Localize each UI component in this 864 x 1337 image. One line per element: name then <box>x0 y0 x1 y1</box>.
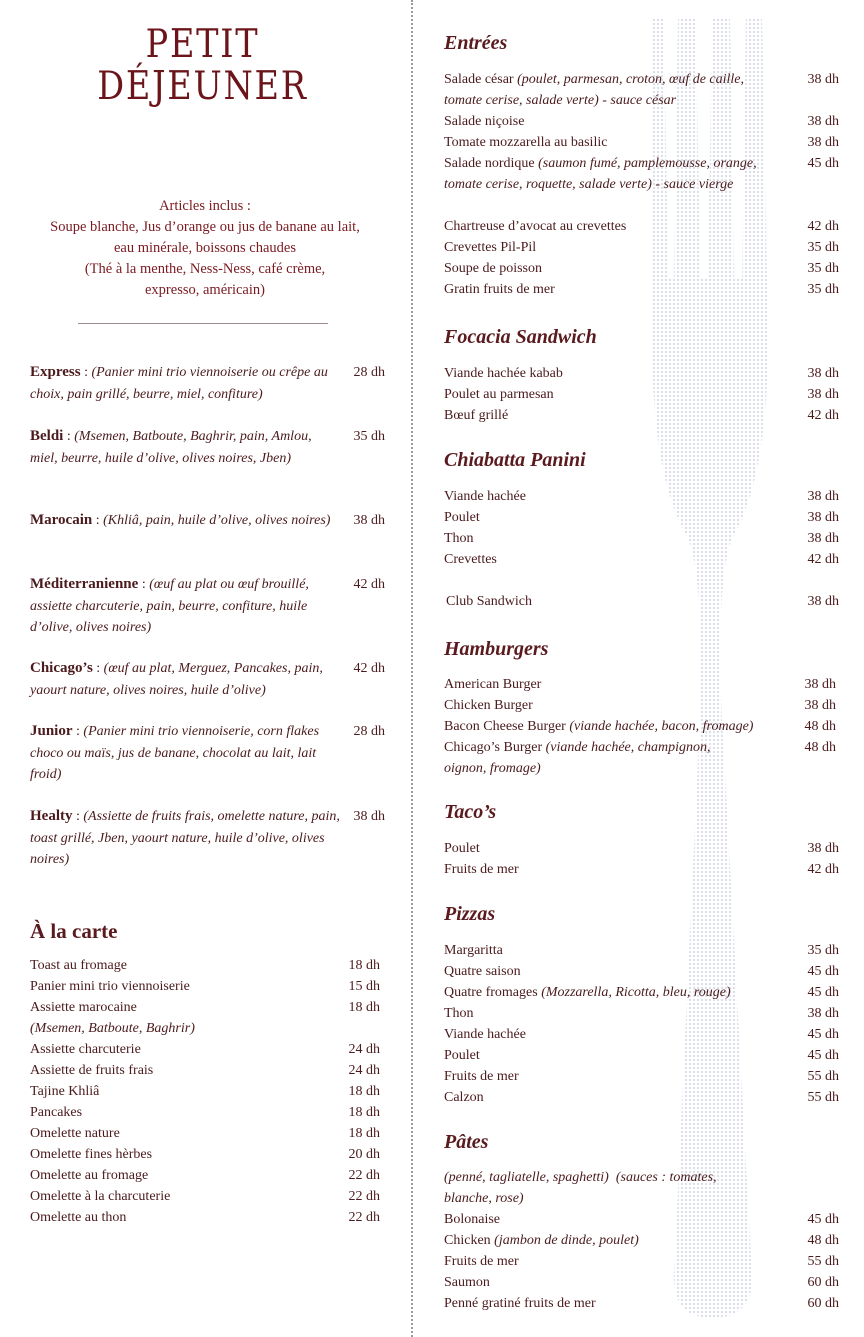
item-price: 45 dh <box>807 1212 839 1227</box>
menu-item <box>444 69 839 111</box>
menu-item <box>30 1081 380 1102</box>
section-title-chiabatta: Chiabatta Panini <box>444 449 586 471</box>
menu-item <box>444 507 839 528</box>
menu-item <box>444 982 839 1003</box>
item-price: 48 dh <box>804 719 836 734</box>
item-name: Fruits de mer <box>444 1254 519 1269</box>
page-title <box>89 24 317 108</box>
item-price: 38 dh <box>807 841 839 856</box>
item-name: Assiette marocaine <box>30 1000 137 1015</box>
item-desc: (viande hachée, bacon, fromage) <box>569 719 754 734</box>
menu-item <box>30 955 380 976</box>
menu-item <box>444 859 839 880</box>
menu-item <box>444 674 836 695</box>
item-price: 22 dh <box>348 1168 380 1183</box>
item-price: 38 dh <box>807 1006 839 1021</box>
item-price: 38 dh <box>807 594 839 609</box>
item-price: 48 dh <box>804 740 836 755</box>
item-name: Panier mini trio viennoiserie <box>30 979 190 994</box>
item-name: Bœuf grillé <box>444 408 509 423</box>
item-price: 38 dh <box>807 72 839 87</box>
menu-item <box>444 1066 839 1087</box>
menu-item <box>444 1003 839 1024</box>
item-price: 22 dh <box>348 1210 380 1225</box>
item-name: Quatre fromages <box>444 985 538 1000</box>
fork-icon <box>612 18 812 1318</box>
menu-item <box>444 1209 839 1230</box>
menu-item <box>444 528 839 549</box>
breakfast-desc: (Khliâ, pain, huile d’olive, olives noires) <box>103 513 331 528</box>
breakfast-beldi: Beldi : (Msemen, Batboute, Baghrir, pain, Amlou, miel, beurre, huile d’olive, olives noires, Jben) 35 dh <box>30 426 385 469</box>
item-desc: (poulet, parmesan, croton, œuf de caille, tomate cerise, salade verte) - sauce césar <box>444 72 745 108</box>
item-name: Omelette à la charcuterie <box>30 1189 171 1204</box>
breakfast-price: 35 dh <box>353 429 385 444</box>
breakfast-desc: (œuf au plat ou œuf brouillé, assiette charcuterie, pain, beurre, confiture, huile d’olive, olives noires) <box>30 577 309 635</box>
item-desc: (penné, tagliatelle, spaghetti) (sauces : tomates, blanche, rose) <box>444 1170 721 1206</box>
item-name: Fruits de mer <box>444 862 519 877</box>
item-price: 55 dh <box>807 1090 839 1105</box>
menu-item <box>444 940 839 961</box>
included-items <box>30 196 380 301</box>
breakfast-desc: (Panier mini trio viennoiserie, corn flakes choco ou maïs, jus de banane, chocolat au lait, lait froid) <box>30 724 320 782</box>
menu-item <box>444 591 839 612</box>
item-name: Poulet au parmesan <box>444 387 554 402</box>
menu-item <box>444 1045 839 1066</box>
item-name: Chicken Burger <box>444 698 533 713</box>
item-name: Calzon <box>444 1090 484 1105</box>
item-price: 48 dh <box>807 1233 839 1248</box>
breakfast-junior: Junior : (Panier mini trio viennoiserie, corn flakes choco ou maïs, jus de banane, chocolat au lait, lait froid) 28 dh <box>30 721 385 786</box>
menu-item <box>444 237 839 258</box>
menu-item <box>444 1024 839 1045</box>
item-price: 38 dh <box>804 677 836 692</box>
breakfast-chicagos: Chicago’s : (œuf au plat, Merguez, Pancakes, pain, yaourt nature, olives noires, huile d’olive) 42 dh <box>30 658 385 701</box>
item-name: Gratin fruits de mer <box>444 282 555 297</box>
item-name: Viande hachée <box>444 489 526 504</box>
item-price: 15 dh <box>348 979 380 994</box>
menu-item <box>30 1102 380 1123</box>
menu-item <box>444 111 839 132</box>
menu-item <box>444 549 839 570</box>
menu-item <box>30 1165 380 1186</box>
item-name: Omelette fines hèrbes <box>30 1147 153 1162</box>
breakfast-price: 28 dh <box>353 724 385 739</box>
breakfast-mediterranienne: Méditerranienne : (œuf au plat ou œuf brouillé, assiette charcuterie, pain, beurre, confiture, huile d’olive, olives noires) 42 dh <box>30 574 385 639</box>
breakfast-price: 28 dh <box>353 365 385 380</box>
item-name: Chartreuse d’avocat au crevettes <box>444 219 627 234</box>
item-price: 45 dh <box>807 1027 839 1042</box>
item-price: 18 dh <box>348 1084 380 1099</box>
item-desc: (Msemen, Batboute, Baghrir) <box>30 1021 195 1036</box>
included-line: eau minérale, boissons chaudes <box>113 240 296 256</box>
breakfast-name: Méditerranienne <box>30 576 139 592</box>
menu-item <box>444 838 839 859</box>
section-title-tacos: Taco’s <box>444 801 497 823</box>
item-price: 18 dh <box>348 1000 380 1015</box>
item-name: Crevettes <box>444 552 497 567</box>
menu-item <box>444 279 839 300</box>
menu-item <box>444 1272 839 1293</box>
item-name: Tomate mozzarella au basilic <box>444 135 608 150</box>
item-price: 22 dh <box>348 1189 380 1204</box>
menu-item <box>444 258 839 279</box>
menu-item <box>30 997 380 1018</box>
item-price: 38 dh <box>807 489 839 504</box>
breakfast-marocain: Marocain : (Khliâ, pain, huile d’olive, olives noires) 38 dh <box>30 510 385 532</box>
item-price: 38 dh <box>807 531 839 546</box>
section-title-entrees: Entrées <box>444 32 508 54</box>
menu-item <box>444 132 839 153</box>
item-name: Quatre saison <box>444 964 521 979</box>
breakfast-price: 42 dh <box>353 661 385 676</box>
menu-item <box>444 486 839 507</box>
item-price: 35 dh <box>807 282 839 297</box>
item-price: 60 dh <box>807 1275 839 1290</box>
title-line-2: DÉJEUNER <box>97 64 308 109</box>
menu-item <box>444 363 839 384</box>
menu-item <box>30 1207 380 1228</box>
item-price: 18 dh <box>348 1105 380 1120</box>
item-price: 38 dh <box>804 698 836 713</box>
item-name: Penné gratiné fruits de mer <box>444 1296 596 1311</box>
menu-item <box>444 405 839 426</box>
menu-item <box>444 961 839 982</box>
included-line: (Thé à la menthe, Ness-Ness, café crème, <box>84 261 326 277</box>
section-title-a-la-carte: À la carte <box>30 919 118 943</box>
breakfast-price: 42 dh <box>353 577 385 592</box>
section-title-hamburgers: Hamburgers <box>444 638 549 660</box>
item-price: 45 dh <box>807 1048 839 1063</box>
item-name: Poulet <box>444 510 480 525</box>
item-price: 38 dh <box>807 114 839 129</box>
included-line: expresso, américain) <box>145 282 265 298</box>
item-name: Poulet <box>444 1048 480 1063</box>
item-price: 42 dh <box>807 408 839 423</box>
breakfast-desc: (Msemen, Batboute, Baghrir, pain, Amlou, miel, beurre, huile d’olive, olives noires, Jben) <box>30 429 312 466</box>
item-name: Thon <box>444 1006 474 1021</box>
item-name: Pancakes <box>30 1105 83 1120</box>
menu-item <box>444 216 839 237</box>
menu-item <box>444 1230 839 1251</box>
menu-item <box>444 1251 839 1272</box>
item-price: 45 dh <box>807 964 839 979</box>
item-name: Chicken <box>444 1233 491 1248</box>
section-title-pates: Pâtes <box>444 1131 489 1153</box>
item-name: Viande hachée <box>444 1027 526 1042</box>
menu-item <box>444 1087 839 1108</box>
item-desc: (saumon fumé, pamplemousse, orange, tomate cerise, roquette, salade verte) - sauce vierge <box>444 156 757 192</box>
item-name: Club Sandwich <box>446 594 532 609</box>
title-line-1: PETIT <box>145 22 260 67</box>
menu-item <box>444 695 836 716</box>
breakfast-price: 38 dh <box>353 809 385 824</box>
menu-item <box>30 1186 380 1207</box>
item-price: 18 dh <box>348 958 380 973</box>
item-name: Poulet <box>444 841 480 856</box>
item-desc: (viande hachée, champignon, oignon, fromage) <box>444 740 711 776</box>
item-price: 35 dh <box>807 261 839 276</box>
item-price: 42 dh <box>807 219 839 234</box>
item-name: Crevettes Pil-Pil <box>444 240 537 255</box>
item-price: 38 dh <box>807 387 839 402</box>
breakfast-name: Junior <box>30 723 73 739</box>
item-price: 38 dh <box>807 366 839 381</box>
item-price: 45 dh <box>807 156 839 171</box>
item-name: Salade niçoise <box>444 114 525 129</box>
included-line: Soupe blanche, Jus d’orange ou jus de banane au lait, <box>50 219 360 235</box>
menu-item <box>30 1039 380 1060</box>
item-price: 38 dh <box>807 135 839 150</box>
item-price: 42 dh <box>807 552 839 567</box>
item-price: 55 dh <box>807 1254 839 1269</box>
item-price: 24 dh <box>348 1063 380 1078</box>
pates-note <box>444 1167 839 1209</box>
breakfast-name: Express <box>30 364 81 380</box>
menu-item <box>444 384 839 405</box>
breakfast-name: Marocain <box>30 512 93 528</box>
breakfast-desc: (Panier mini trio viennoiserie ou crêpe au choix, pain grillé, beurre, miel, confiture) <box>30 365 328 402</box>
item-price: 18 dh <box>348 1126 380 1141</box>
item-name: Margaritta <box>444 943 503 958</box>
item-name: Thon <box>444 531 474 546</box>
item-name: Omelette nature <box>30 1126 120 1141</box>
breakfast-price: 38 dh <box>353 513 385 528</box>
breakfast-name: Healty <box>30 808 73 824</box>
menu-item-desc <box>30 1018 380 1039</box>
item-name: Assiette de fruits frais <box>30 1063 154 1078</box>
item-price: 38 dh <box>807 510 839 525</box>
menu-item <box>444 1293 839 1314</box>
item-price: 35 dh <box>807 240 839 255</box>
menu-item <box>30 1060 380 1081</box>
section-title-focacia: Focacia Sandwich <box>444 326 597 348</box>
breakfast-desc: (Assiette de fruits frais, omelette nature, pain, toast grillé, Jben, yaourt nature, huile d’olive, olives noires) <box>30 809 340 867</box>
menu-item <box>30 1123 380 1144</box>
breakfast-name: Beldi <box>30 428 64 444</box>
item-price: 45 dh <box>807 985 839 1000</box>
menu-item <box>444 737 836 779</box>
item-name: Salade nordique <box>444 156 535 171</box>
item-name: American Burger <box>444 677 542 692</box>
item-name: Omelette au fromage <box>30 1168 149 1183</box>
item-name: Chicago’s Burger <box>444 740 543 755</box>
breakfast-express: Express : (Panier mini trio viennoiserie ou crêpe au choix, pain grillé, beurre, miel, confiture) 28 dh <box>30 362 385 405</box>
breakfast-healty: Healty : (Assiette de fruits frais, omelette nature, pain, toast grillé, Jben, yaourt nature, huile d’olive, olives noires) 38 dh <box>30 806 385 871</box>
item-name: Tajine Khliâ <box>30 1084 100 1099</box>
item-name: Omelette au thon <box>30 1210 127 1225</box>
item-price: 24 dh <box>348 1042 380 1057</box>
breakfast-name: Chicago’s <box>30 660 93 676</box>
item-name: Soupe de poisson <box>444 261 542 276</box>
item-price: 20 dh <box>348 1147 380 1162</box>
item-price: 42 dh <box>807 862 839 877</box>
item-name: Saumon <box>444 1275 490 1290</box>
item-desc: (Mozzarella, Ricotta, bleu, rouge) <box>541 985 731 1000</box>
item-name: Salade césar <box>444 72 514 87</box>
item-name: Viande hachée kabab <box>444 366 563 381</box>
item-price: 55 dh <box>807 1069 839 1084</box>
menu-item <box>444 716 836 737</box>
item-name: Bolonaise <box>444 1212 500 1227</box>
item-name: Bacon Cheese Burger <box>444 719 566 734</box>
item-name: Fruits de mer <box>444 1069 519 1084</box>
breakfast-desc: (œuf au plat, Merguez, Pancakes, pain, yaourt nature, olives noires, huile d’olive) <box>30 661 323 698</box>
column-divider <box>411 0 413 1337</box>
section-title-pizzas: Pizzas <box>444 903 496 925</box>
item-price: 35 dh <box>807 943 839 958</box>
included-heading: Articles inclus : <box>159 198 251 214</box>
menu-item <box>444 153 839 195</box>
item-price: 60 dh <box>807 1296 839 1311</box>
item-name: Toast au fromage <box>30 958 127 973</box>
menu-item <box>30 976 380 997</box>
item-name: Assiette charcuterie <box>30 1042 141 1057</box>
section-rule <box>78 323 328 324</box>
menu-item <box>30 1144 380 1165</box>
item-desc: (jambon de dinde, poulet) <box>494 1233 639 1248</box>
